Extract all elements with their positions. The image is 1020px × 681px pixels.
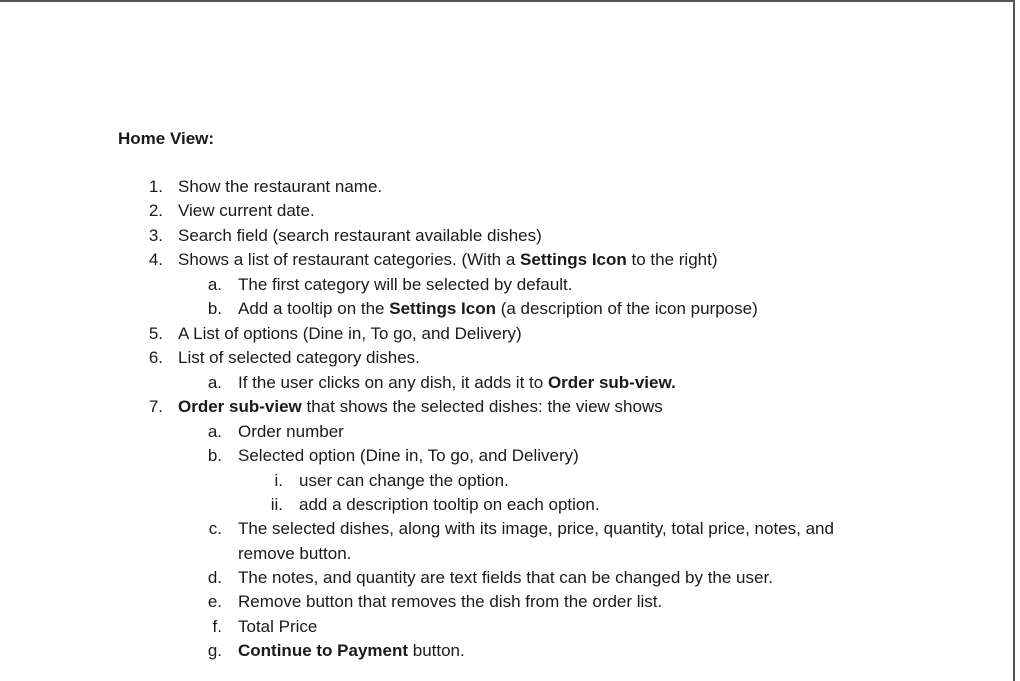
list-item-text [238,274,573,296]
text-run: Show the restaurant name. [178,177,383,196]
text-run: user can change the option. [299,471,509,490]
list-item-text [178,396,663,418]
bold-text: Settings Icon [520,250,627,269]
list-item-text [299,494,600,516]
list-item-marker: b. [207,446,222,465]
text-run: Selected option (Dine in, To go, and Delivery) [238,446,579,465]
bold-text: Continue to Payment [238,641,409,660]
list-item-text [238,421,344,443]
text-run: remove button. [238,544,352,563]
text-run: Add a tooltip on the [238,299,390,318]
list-item-text [238,372,676,394]
list-item-text [238,518,834,540]
list-item-marker: a. [207,373,222,392]
text-run: to the right) [626,250,718,269]
text-run: that shows the selected dishes: the view shows [301,397,663,416]
list-item-text [178,176,382,198]
text-run: The notes, and quantity are text fields that can be changed by the user. [238,568,773,587]
list-item-marker: 1. [148,177,163,196]
list-item-marker: 6. [148,348,163,367]
text-run: Order number [238,422,344,441]
text-run: add a description tooltip on each option. [299,495,600,514]
list-item-text [238,445,579,467]
text-run: Remove button that removes the dish from the order list. [238,592,663,611]
list-item-text [178,225,542,247]
list-item-text [178,323,522,345]
list-item-text [178,347,420,369]
list-item-marker: g. [207,641,222,660]
list-item-marker: i. [274,471,283,490]
text-run: The selected dishes, along with its image, price, quantity, total price, notes, and [238,519,834,538]
text-run: A List of options (Dine in, To go, and Delivery) [178,324,522,343]
list-item-marker: f. [212,617,222,636]
list-item-marker: 3. [148,226,163,245]
list-item-marker: 2. [148,201,163,220]
list-item-text [178,200,315,222]
list-item-text [238,640,465,662]
text-run: List of selected category dishes. [178,348,420,367]
list-item-text [238,543,351,565]
list-item-marker: b. [207,299,222,318]
list-item-text [238,616,317,638]
list-item-marker: ii. [270,495,283,514]
text-run: If the user clicks on any dish, it adds it to [238,373,548,392]
text-run: button. [408,641,465,660]
list-item-text [299,470,509,492]
list-item-marker: 7. [148,397,163,416]
text-run: Search field (search restaurant available dishes) [178,226,542,245]
list-item-text [238,298,758,320]
bold-text: Settings Icon [389,299,496,318]
list-item-marker: a. [207,422,222,441]
list-item-text [238,567,773,589]
text-run: Shows a list of restaurant categories. (With a [178,250,521,269]
list-item-marker: 4. [148,250,163,269]
list-item-marker: e. [207,592,222,611]
list-item-text [178,249,718,271]
list-item-marker: d. [207,568,222,587]
list-item-marker: 5. [148,324,163,343]
bold-text: Order sub-view. [547,373,676,392]
list-item-marker: a. [207,275,222,294]
text-run: The first category will be selected by default. [238,275,573,294]
section-title: Home View: [118,129,215,148]
text-run: (a description of the icon purpose) [495,299,758,318]
text-run: View current date. [178,201,315,220]
text-run: Total Price [238,617,318,636]
bold-text: Order sub-view [178,397,302,416]
list-item-text [238,591,662,613]
list-item-marker: c. [208,519,222,538]
